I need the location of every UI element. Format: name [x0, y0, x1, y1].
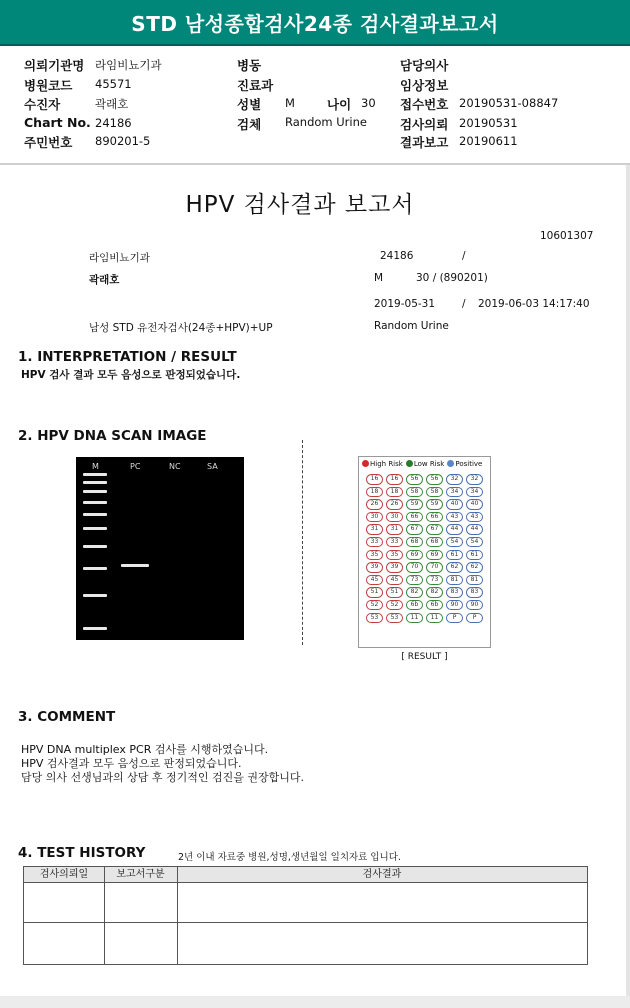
hpv-type-cell: 70 [426, 562, 443, 573]
marker-band [83, 594, 107, 597]
hpv-type-cell: 39 [386, 562, 403, 573]
marker-band [83, 473, 107, 476]
clinical-info-label: 임상정보 [400, 78, 449, 93]
hpv-type-cell: 44 [446, 524, 463, 535]
chart-no-value: 24186 [95, 116, 132, 130]
receipt-no-value: 20190531-08847 [459, 96, 559, 110]
hpv-type-cell: 18 [386, 487, 403, 498]
hpv-type-cell: 40 [466, 499, 483, 510]
report-chart: 24186 [380, 250, 414, 262]
sex-value: M [285, 96, 295, 110]
hpv-type-cell: 66 [406, 512, 423, 523]
legend-high-risk: High Risk [362, 460, 403, 468]
examinee-label: 수진자 [24, 97, 61, 112]
hpv-type-grid [366, 474, 486, 623]
report-date-received: 2019-05-31 [374, 298, 436, 310]
age-value: 30 [361, 96, 376, 110]
history-heading: 4. TEST HISTORY [18, 845, 146, 861]
report-date-label: 결과보고 [400, 135, 449, 150]
hpv-type-cell: 58 [426, 487, 443, 498]
hpv-type-cell: 31 [386, 524, 403, 535]
result-caption: [ RESULT ] [401, 652, 448, 662]
history-col-request-date: 검사의뢰일 [39, 869, 89, 880]
marker-band [83, 513, 107, 516]
hpv-type-cell: 67 [426, 524, 443, 535]
hpv-type-cell: 6b [426, 600, 443, 611]
sex-label: 성별 [237, 97, 262, 112]
comment-heading: 3. COMMENT [18, 709, 116, 725]
age-label: 나이 [327, 97, 352, 112]
hospital-code-label: 병원코드 [24, 78, 73, 93]
hpv-type-cell: P [466, 613, 483, 624]
hpv-type-cell: 62 [466, 562, 483, 573]
hpv-type-cell: 69 [426, 550, 443, 561]
hpv-type-cell: 82 [426, 587, 443, 598]
hpv-type-cell: 56 [406, 474, 423, 485]
gel-lane-label: M [92, 462, 99, 471]
hospital-code-value: 45571 [95, 77, 132, 91]
hpv-type-cell: 73 [406, 575, 423, 586]
result-panel [358, 456, 491, 648]
image-separator [302, 440, 303, 645]
hpv-type-cell: 6b [406, 600, 423, 611]
result-legend [362, 460, 482, 468]
chart-no-label: Chart No. [24, 115, 91, 130]
scrollbar-track[interactable] [626, 165, 630, 1008]
report-date-value: 20190611 [459, 134, 518, 148]
hpv-type-cell: 32 [446, 474, 463, 485]
comment-line: HPV 검사결과 모두 음성으로 판정되었습니다. [21, 757, 242, 770]
hpv-type-cell: P [446, 613, 463, 624]
comment-line: 담당 의사 선생님과의 상담 후 정기적인 검진을 권장합니다. [21, 771, 304, 784]
hpv-type-cell: 54 [446, 537, 463, 548]
report-date-reported: 2019-06-03 14:17:40 [478, 298, 590, 310]
hpv-type-cell: 81 [446, 575, 463, 586]
history-col-divider [104, 867, 105, 964]
hpv-type-cell: 70 [406, 562, 423, 573]
marker-band [83, 567, 107, 570]
hpv-type-cell: 58 [406, 487, 423, 498]
positive-dot-icon [447, 460, 454, 467]
hpv-type-cell: 33 [366, 537, 383, 548]
hpv-type-cell: 40 [446, 499, 463, 510]
hpv-type-cell: 61 [446, 550, 463, 561]
hpv-type-cell: 62 [446, 562, 463, 573]
marker-band [83, 481, 107, 484]
patient-header [0, 52, 630, 162]
report-institution: 라임비뇨기과 [89, 252, 150, 264]
report-age-birth: 30 / (890201) [416, 272, 488, 284]
hpv-type-cell: 51 [386, 587, 403, 598]
hpv-type-cell: 26 [366, 499, 383, 510]
department-label: 진료과 [237, 78, 274, 93]
hpv-type-cell: 59 [406, 499, 423, 510]
hpv-type-cell: 51 [366, 587, 383, 598]
hpv-type-cell: 30 [386, 512, 403, 523]
hpv-type-cell: 69 [406, 550, 423, 561]
hpv-type-cell: 53 [386, 613, 403, 624]
report-chart-sep: / [462, 250, 466, 262]
hpv-type-cell: 90 [466, 600, 483, 611]
hpv-type-cell: 53 [366, 613, 383, 624]
hpv-report-title: HPV 검사결과 보고서 [185, 192, 415, 218]
hpv-type-cell: 26 [386, 499, 403, 510]
comment-line: HPV DNA multiplex PCR 검사를 시행하였습니다. [21, 743, 269, 756]
hpv-type-cell: 83 [446, 587, 463, 598]
request-date-label: 검사의뢰 [400, 117, 449, 132]
high-risk-dot-icon [362, 460, 369, 467]
hpv-type-cell: 32 [466, 474, 483, 485]
marker-band [83, 527, 107, 530]
report-title: STD 남성종합검사24종 검사결과보고서 [131, 11, 499, 36]
hpv-type-cell: 82 [406, 587, 423, 598]
report-test-name: 남성 STD 유전자검사(24종+HPV)+UP [89, 322, 273, 334]
hpv-type-cell: 35 [366, 550, 383, 561]
hpv-type-cell: 90 [446, 600, 463, 611]
doc-number: 10601307 [540, 230, 594, 242]
hpv-type-cell: 34 [446, 487, 463, 498]
marker-band [83, 545, 107, 548]
gel-lane-label: PC [130, 462, 141, 471]
hpv-type-cell: 54 [466, 537, 483, 548]
history-note: 2년 이내 자료중 병원,성명,생년월일 일치자료 입니다. [178, 852, 401, 863]
hpv-type-cell: 73 [426, 575, 443, 586]
low-risk-dot-icon [406, 460, 413, 467]
report-sex: M [374, 272, 384, 284]
hpv-type-cell: 52 [386, 600, 403, 611]
scan-heading: 2. HPV DNA SCAN IMAGE [18, 428, 207, 444]
hpv-type-cell: 16 [386, 474, 403, 485]
resident-no-label: 주민번호 [24, 135, 73, 150]
report-name: 곽래호 [89, 274, 120, 286]
bottom-bar [0, 996, 630, 1008]
report-title-bar [0, 0, 630, 46]
gel-image [76, 457, 244, 640]
hpv-type-cell: 16 [366, 474, 383, 485]
history-col-divider [177, 867, 178, 964]
hpv-type-cell: 66 [426, 512, 443, 523]
specimen-value: Random Urine [285, 115, 367, 129]
report-specimen: Random Urine [374, 320, 449, 332]
history-col-report-type: 보고서구분 [116, 869, 165, 880]
hpv-type-cell: 67 [406, 524, 423, 535]
institution-label: 의뢰기관명 [24, 58, 85, 73]
marker-band [83, 501, 107, 504]
hpv-type-cell: 56 [426, 474, 443, 485]
ward-label: 병동 [237, 58, 262, 73]
hpv-type-cell: 83 [466, 587, 483, 598]
hpv-type-cell: 68 [406, 537, 423, 548]
hpv-type-cell: 18 [366, 487, 383, 498]
history-table [23, 866, 588, 965]
hpv-type-cell: 11 [406, 613, 423, 624]
legend-positive: Positive [447, 460, 482, 468]
receipt-no-label: 접수번호 [400, 97, 449, 112]
pc-band [121, 564, 149, 567]
hpv-type-cell: 45 [366, 575, 383, 586]
hpv-type-cell: 81 [466, 575, 483, 586]
hpv-type-cell: 43 [466, 512, 483, 523]
header-divider [0, 163, 630, 165]
marker-band [83, 490, 107, 493]
specimen-label: 검체 [237, 117, 262, 132]
hpv-type-cell: 45 [386, 575, 403, 586]
history-col-result: 검사결과 [362, 869, 402, 880]
legend-low-risk: Low Risk [406, 460, 445, 468]
hpv-type-cell: 52 [366, 600, 383, 611]
hpv-type-cell: 33 [386, 537, 403, 548]
hpv-type-cell: 34 [466, 487, 483, 498]
hpv-type-cell: 61 [466, 550, 483, 561]
hpv-type-cell: 43 [446, 512, 463, 523]
request-date-value: 20190531 [459, 116, 518, 130]
examinee-value: 곽래호 [95, 97, 129, 111]
resident-no-value: 890201-5 [95, 134, 151, 148]
hpv-type-cell: 31 [366, 524, 383, 535]
hpv-type-cell: 11 [426, 613, 443, 624]
doctor-label: 담당의사 [400, 58, 449, 73]
hpv-type-cell: 68 [426, 537, 443, 548]
hpv-type-cell: 39 [366, 562, 383, 573]
gel-lane-label: NC [169, 462, 181, 471]
marker-band [83, 627, 107, 630]
hpv-type-cell: 44 [466, 524, 483, 535]
interpretation-text: HPV 검사 결과 모두 음성으로 판정되었습니다. [21, 369, 241, 381]
hpv-type-cell: 59 [426, 499, 443, 510]
gel-lane-label: SA [207, 462, 218, 471]
report-date-sep: / [462, 298, 466, 310]
hpv-type-cell: 30 [366, 512, 383, 523]
history-row-divider [24, 922, 587, 923]
institution-value: 라임비뇨기과 [95, 58, 162, 72]
hpv-type-cell: 35 [386, 550, 403, 561]
interpretation-heading: 1. INTERPRETATION / RESULT [18, 349, 237, 365]
